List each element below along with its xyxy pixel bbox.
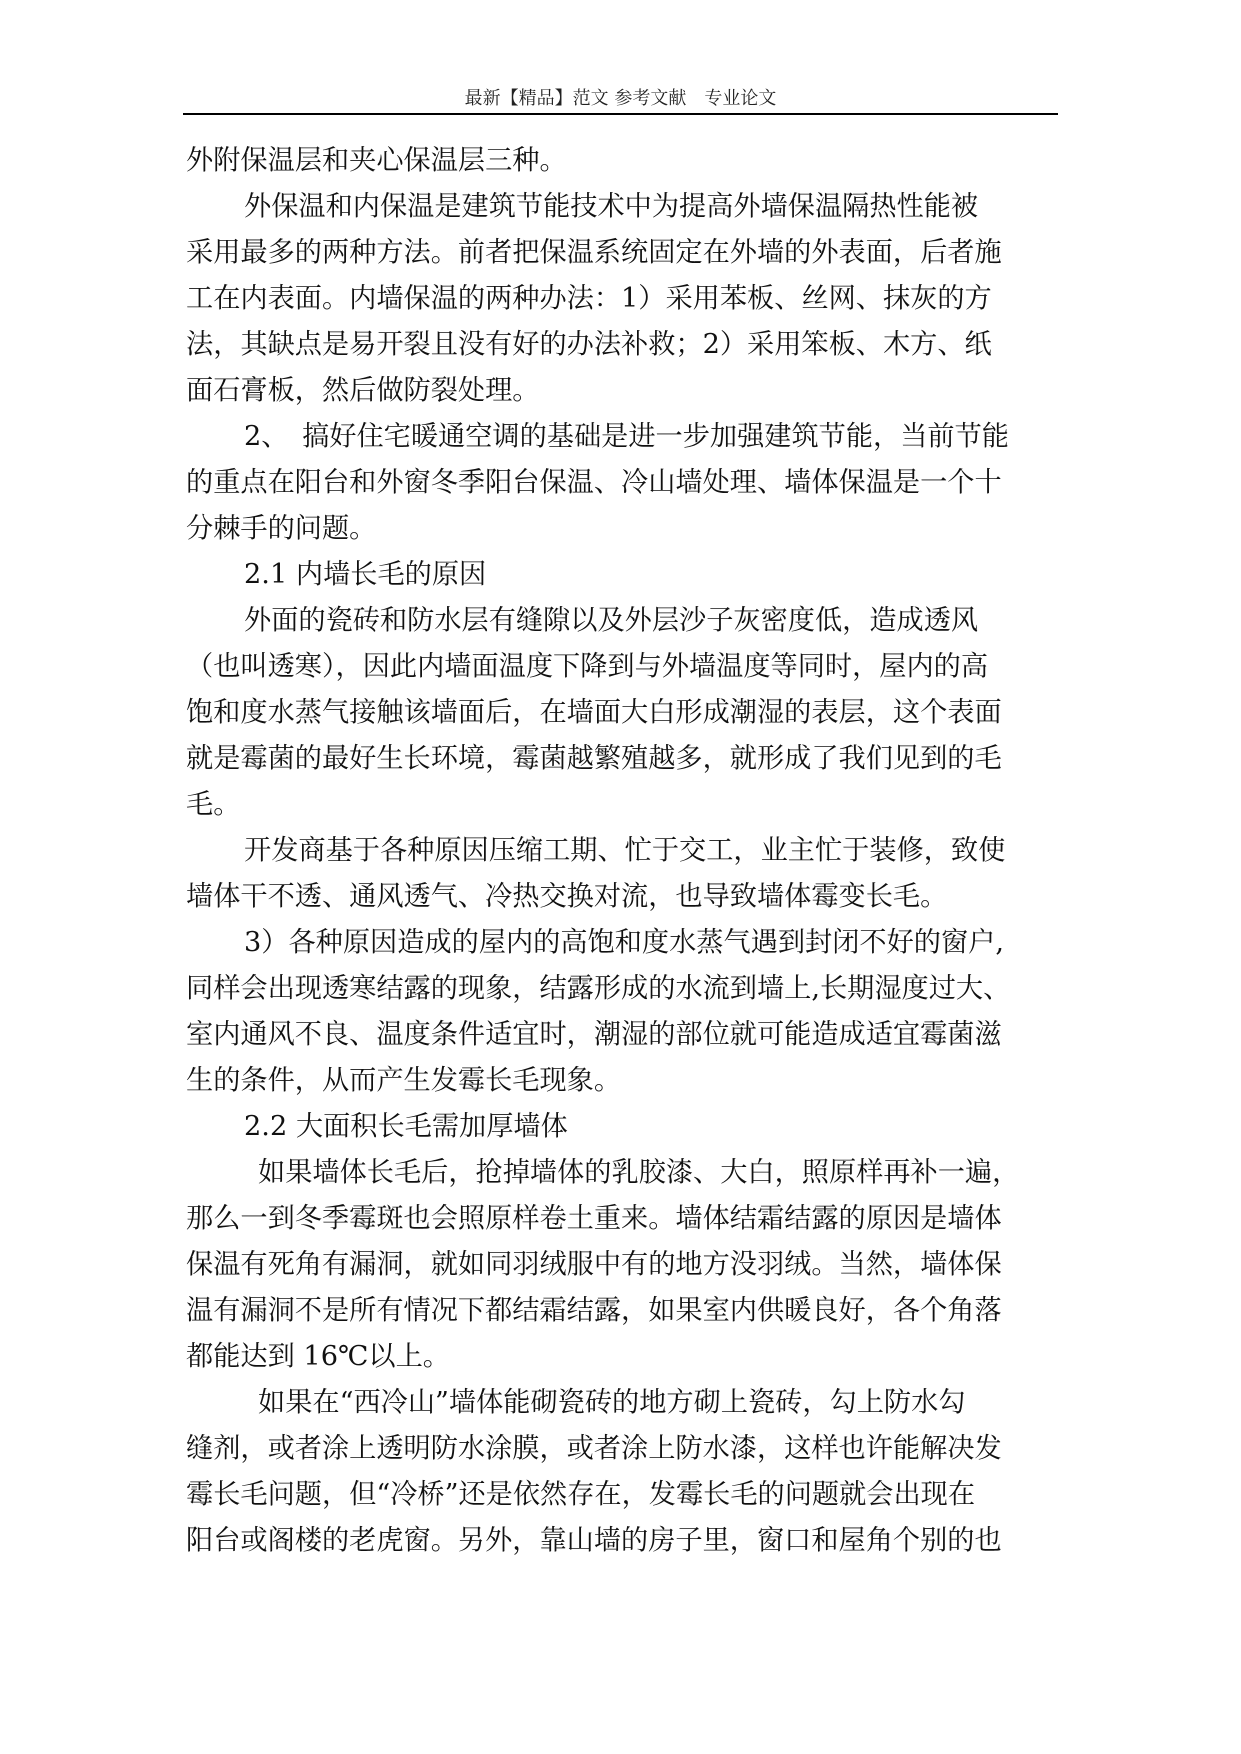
- text-line: 如果在“西冷山”墙体能砌瓷砖的地方砌上瓷砖，勾上防水勾: [258, 1387, 966, 1418]
- text-line: 毛。: [186, 789, 241, 820]
- text-line: 就是霉菌的最好生长环境，霉菌越繁殖越多，就形成了我们见到的毛: [186, 743, 1002, 774]
- text-line: 开发商基于各种原因压缩工期、忙于交工，业主忙于装修，致使: [244, 835, 1006, 866]
- text-line: 面石膏板，然后做防裂处理。: [186, 375, 540, 406]
- text-line: 饱和度水蒸气接触该墙面后，在墙面大白形成潮湿的表层，这个表面: [186, 697, 1002, 728]
- page-header: 最新【精品】范文 参考文献 专业论文: [464, 88, 777, 109]
- text-line: 法，其缺点是易开裂且没有好的办法补救；2）采用笨板、木方、纸: [186, 329, 992, 360]
- text-line: 分棘手的问题。: [186, 513, 377, 544]
- text-line: 保温有死角有漏洞，就如同羽绒服中有的地方没羽绒。当然，墙体保: [186, 1249, 1002, 1280]
- text-line: 温有漏洞不是所有情况下都结霜结露，如果室内供暖良好，各个角落: [186, 1295, 1002, 1326]
- text-line: 采用最多的两种方法。前者把保温系统固定在外墙的外表面，后者施: [186, 237, 1002, 268]
- header-divider: [183, 113, 1058, 115]
- text-line: 缝剂，或者涂上透明防水涂膜，或者涂上防水漆，这样也许能解决发: [186, 1433, 1002, 1464]
- text-line: 那么一到冬季霉斑也会照原样卷土重来。墙体结霜结露的原因是墙体: [186, 1203, 1002, 1234]
- text-line: 工在内表面。内墙保温的两种办法：1）采用苯板、丝网、抹灰的方: [186, 283, 992, 314]
- text-line: 3）各种原因造成的屋内的高饱和度水蒸气遇到封闭不好的窗户,: [244, 927, 1005, 958]
- text-line: 2、 搞好住宅暖通空调的基础是进一步加强建筑节能，当前节能: [244, 421, 1009, 452]
- text-line: 霉长毛问题，但“冷桥”还是依然存在，发霉长毛的问题就会出现在: [186, 1479, 976, 1510]
- text-line: 同样会出现透寒结露的现象，结露形成的水流到墙上,长期湿度过大、: [186, 973, 1011, 1004]
- text-line: 都能达到 16℃以上。: [186, 1341, 450, 1372]
- text-line: 外附保温层和夹心保温层三种。: [186, 145, 567, 176]
- text-line: 阳台或阁楼的老虎窗。另外，靠山墙的房子里，窗口和屋角个别的也: [186, 1525, 1002, 1556]
- text-line: 生的条件，从而产生发霉长毛现象。: [186, 1065, 622, 1096]
- document-body: [186, 138, 1056, 1564]
- section-heading: 2.1 内墙长毛的原因: [244, 559, 487, 590]
- text-line: （也叫透寒），因此内墙面温度下降到与外墙温度等同时，屋内的高: [186, 651, 989, 682]
- text-line: 外面的瓷砖和防水层有缝隙以及外层沙子灰密度低，造成透风: [244, 605, 979, 636]
- text-line: 外保温和内保温是建筑节能技术中为提高外墙保温隔热性能被: [244, 191, 979, 222]
- text-line: 室内通风不良、温度条件适宜时，潮湿的部位就可能造成适宜霉菌滋: [186, 1019, 1002, 1050]
- text-line: 的重点在阳台和外窗冬季阳台保温、冷山墙处理、墙体保温是一个十: [186, 467, 1002, 498]
- section-heading: 2.2 大面积长毛需加厚墙体: [244, 1111, 568, 1142]
- text-line: 如果墙体长毛后，抢掉墙体的乳胶漆、大白，照原样再补一遍，: [258, 1157, 1020, 1188]
- text-line: 墙体干不透、通风透气、冷热交换对流，也导致墙体霉变长毛。: [186, 881, 948, 912]
